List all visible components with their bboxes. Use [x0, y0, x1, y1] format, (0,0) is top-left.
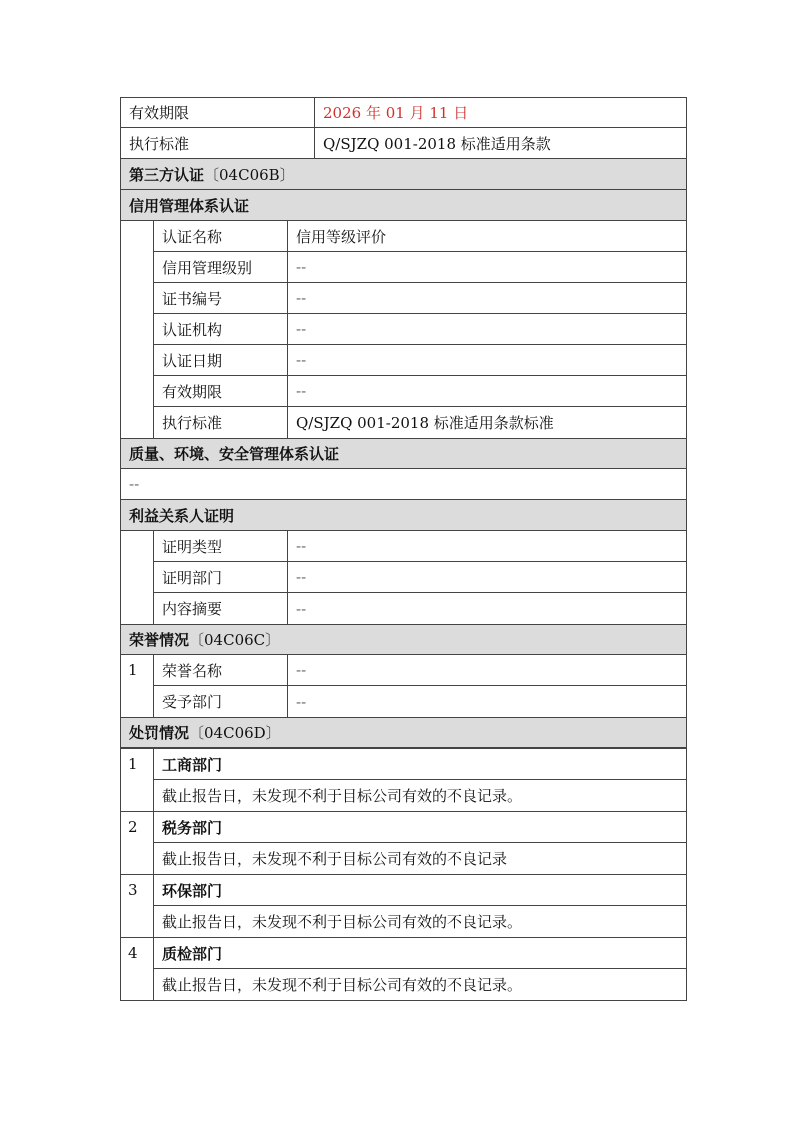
document-table [120, 97, 687, 1001]
standard-label: 执行标准 [121, 128, 315, 158]
credit-mgmt-value: Q/SJZQ 001-2018 标准适用条款标准 [296, 414, 554, 432]
credit-mgmt-row [154, 221, 686, 252]
stakeholder-block [120, 531, 687, 624]
stakeholder-label: 证明类型 [154, 531, 288, 561]
penalty-item [120, 748, 687, 811]
honors-title: 荣誉情况 [129, 631, 190, 649]
credit-mgmt-value: 信用等级评价 [296, 227, 387, 246]
stakeholder-row [154, 531, 686, 562]
credit-mgmt-label: 信用管理级别 [154, 252, 288, 282]
stakeholder-title: 利益关系人证明 [129, 506, 235, 525]
credit-mgmt-label: 认证日期 [154, 345, 288, 375]
standard-row [120, 128, 687, 159]
credit-mgmt-label: 证书编号 [154, 283, 288, 313]
stakeholder-label: 证明部门 [154, 562, 288, 592]
third-party-code: 〔04C06B〕 [204, 165, 295, 184]
credit-mgmt-indent [121, 221, 154, 438]
penalty-index: 1 [121, 749, 154, 811]
credit-mgmt-row [154, 345, 686, 376]
validity-value: 2026 年 01 月 11 日 [323, 104, 469, 122]
credit-mgmt-label: 有效期限 [154, 376, 288, 406]
honors-code: 〔04C06C〕 [189, 631, 281, 649]
honors-index: 1 [121, 655, 154, 717]
honors-value: -- [296, 692, 307, 711]
standard-value: Q/SJZQ 001-2018 标准适用条款 [323, 134, 551, 153]
stakeholder-indent [121, 531, 154, 624]
honors-block [120, 655, 687, 717]
credit-mgmt-row [154, 376, 686, 407]
honors-section-header [120, 624, 687, 655]
penalty-text: 截止报告日，未发现不利于目标公司有效的不良记录。 [162, 913, 523, 931]
penalty-index: 4 [121, 938, 154, 1000]
stakeholder-value: -- [296, 599, 307, 618]
stakeholder-value: -- [296, 537, 307, 555]
credit-mgmt-value: -- [296, 258, 307, 276]
penalty-dept: 税务部门 [154, 812, 686, 843]
credit-mgmt-row [154, 252, 686, 283]
penalties-code: 〔04C06D〕 [189, 724, 281, 742]
penalty-text: 截止报告日，未发现不利于目标公司有效的不良记录。 [162, 976, 523, 994]
honors-label: 受予部门 [154, 686, 288, 717]
credit-mgmt-label: 认证名称 [154, 221, 288, 251]
penalty-text: 截止报告日，未发现不利于目标公司有效的不良记录。 [162, 787, 523, 805]
penalty-index: 3 [121, 875, 154, 937]
penalties-title: 处罚情况 [129, 724, 190, 742]
credit-mgmt-label: 认证机构 [154, 314, 288, 344]
credit-mgmt-value: -- [296, 382, 307, 400]
penalty-item [120, 874, 687, 937]
credit-mgmt-row [154, 283, 686, 314]
penalties-section-header [120, 717, 687, 748]
penalty-text: 截止报告日，未发现不利于目标公司有效的不良记录 [162, 850, 508, 868]
third-party-title: 第三方认证 [129, 165, 205, 184]
validity-label: 有效期限 [121, 98, 315, 127]
credit-mgmt-section-header [120, 190, 687, 221]
credit-mgmt-value: -- [296, 289, 307, 307]
validity-row [120, 97, 687, 128]
penalty-dept: 质检部门 [154, 938, 686, 969]
penalties-list [120, 748, 687, 1001]
stakeholder-row [154, 562, 686, 593]
credit-mgmt-row [154, 314, 686, 345]
stakeholder-value: -- [296, 568, 307, 586]
stakeholder-row [154, 593, 686, 624]
qes-section-header [120, 438, 687, 469]
third-party-section-header [120, 159, 687, 190]
honors-label: 荣誉名称 [154, 655, 288, 685]
credit-mgmt-value: -- [296, 320, 307, 338]
penalty-dept: 工商部门 [154, 749, 686, 780]
penalty-item [120, 937, 687, 1001]
qes-row [120, 469, 687, 500]
credit-mgmt-title: 信用管理体系认证 [129, 196, 250, 215]
qes-title: 质量、环境、安全管理体系认证 [129, 445, 340, 463]
credit-mgmt-label: 执行标准 [154, 407, 288, 438]
honors-value: -- [296, 661, 307, 679]
honors-row [154, 655, 686, 686]
credit-mgmt-value: -- [296, 351, 307, 369]
honors-row [154, 686, 686, 717]
penalty-index: 2 [121, 812, 154, 874]
stakeholder-label: 内容摘要 [154, 593, 288, 624]
credit-mgmt-block [120, 221, 687, 438]
credit-mgmt-row [154, 407, 686, 438]
penalty-item [120, 811, 687, 874]
qes-value: -- [129, 475, 140, 493]
stakeholder-section-header [120, 500, 687, 531]
penalty-dept: 环保部门 [154, 875, 686, 906]
